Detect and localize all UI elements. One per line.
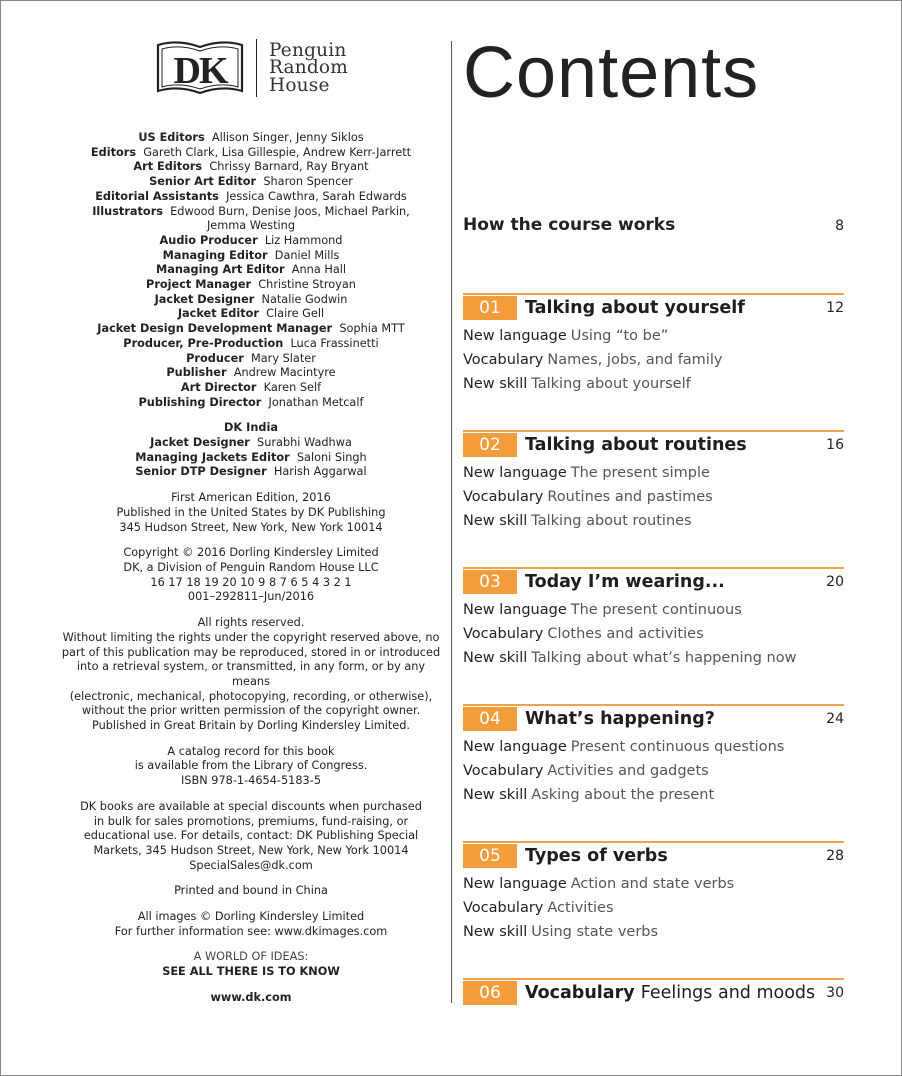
copyright-block — [59, 800, 443, 874]
credit-role: Illustrators — [92, 204, 163, 218]
topic-label: New language — [463, 876, 567, 892]
credit-role: Producer, Pre-Production — [123, 336, 284, 350]
credit-row — [59, 307, 443, 322]
topic-value: Talking about yourself — [531, 376, 691, 392]
unit-header — [463, 841, 844, 869]
copyright-line: Published in the United States by DK Publishing — [116, 505, 386, 519]
credit-row — [59, 293, 443, 308]
credit-role: Publishing Director — [138, 395, 262, 409]
credit-row — [59, 436, 443, 451]
unit-topic-row — [463, 783, 844, 807]
credit-row — [59, 381, 443, 396]
tagline-line2: SEE ALL THERE IS TO KNOW — [162, 965, 340, 979]
credit-name: Gareth Clark, Lisa Gillespie, Andrew Kerr-Jarrett — [143, 145, 412, 159]
copyright-block — [59, 546, 443, 605]
unit-title-rest: Feelings and moods — [640, 983, 816, 1003]
credit-row — [59, 249, 443, 264]
unit-topic-row — [463, 598, 844, 622]
topic-value: Present continuous questions — [570, 739, 785, 755]
unit-title-main: What’s happening? — [525, 709, 715, 729]
credit-name: Mary Slater — [251, 351, 316, 365]
unit-title — [525, 709, 715, 729]
copyright-line: For further information see: www.dkimages.com — [114, 924, 388, 938]
website-link[interactable]: www.dk.com — [210, 990, 292, 1004]
topic-label: New language — [463, 328, 567, 344]
credit-row — [59, 175, 443, 190]
topic-value: Talking about routines — [531, 513, 692, 529]
unit-title-main: Types of verbs — [525, 846, 668, 866]
unit-header — [463, 978, 844, 1006]
credit-row — [59, 278, 443, 293]
tagline-line1: A WORLD OF IDEAS: — [193, 950, 309, 964]
copyright-block — [59, 884, 443, 899]
topic-label: New language — [463, 602, 567, 618]
copyright-line: 001–292811–Jun/2016 — [187, 590, 315, 604]
topic-label: New skill — [463, 924, 528, 940]
copyright-line: Published in Great Britain by Dorling Kindersley Limited. — [91, 719, 411, 733]
unit-entry[interactable] — [463, 567, 844, 670]
topic-label: Vocabulary — [463, 626, 544, 642]
credit-row — [59, 160, 443, 175]
credit-name: Karen Self — [263, 380, 322, 394]
credit-role: Jacket Designer — [154, 292, 255, 306]
credit-row — [59, 146, 443, 161]
topic-label: Vocabulary — [463, 763, 544, 779]
topic-label: Vocabulary — [463, 900, 544, 916]
topic-label: New language — [463, 465, 567, 481]
tagline — [59, 950, 443, 979]
topic-label: New skill — [463, 376, 528, 392]
copyright-blocks — [59, 480, 443, 939]
unit-entry[interactable] — [463, 430, 844, 533]
unit-topic-row — [463, 372, 844, 396]
page-title: Contents — [463, 33, 760, 113]
credit-name: Surabhi Wadhwa — [257, 436, 352, 450]
copyright-line: All rights reserved. — [197, 616, 305, 630]
credit-row — [59, 322, 443, 337]
credit-role: Managing Art Editor — [155, 263, 285, 277]
credit-role: Project Manager — [146, 278, 252, 292]
credit-name: Harish Aggarwal — [273, 465, 367, 479]
copyright-block — [59, 491, 443, 535]
credit-row — [59, 337, 443, 352]
unit-number-badge: 04 — [463, 707, 517, 731]
copyright-block — [59, 745, 443, 789]
unit-topic-row — [463, 622, 844, 646]
unit-title — [525, 572, 725, 592]
copyright-line: into a retrieval system, or transmitted, in any form, or by any means — [76, 660, 426, 688]
imprint-name: Penguin Random House — [268, 39, 349, 96]
credit-name: Jessica Cawthra, Sarah Edwards — [226, 189, 407, 203]
topic-value: The present simple — [570, 465, 710, 481]
copyright-line: (electronic, mechanical, photocopying, recording, or otherwise), — [69, 689, 433, 703]
copyright-line: Printed and bound in China — [174, 884, 328, 898]
topic-label: Vocabulary — [463, 489, 544, 505]
topic-value: Action and state verbs — [570, 876, 735, 892]
logo-separator — [256, 39, 257, 97]
credit-name: Saloni Singh — [296, 450, 367, 464]
unit-entry[interactable] — [463, 704, 844, 807]
page-number: 20 — [826, 574, 844, 590]
column-divider — [451, 41, 452, 1003]
copyright-line: A catalog record for this book — [167, 744, 335, 758]
copyright-line: in bulk for sales promotions, premiums, fund-raising, or — [93, 814, 409, 828]
credit-row — [59, 131, 443, 146]
page-number: 12 — [826, 300, 844, 316]
logo-text: DK — [173, 50, 227, 92]
copyright-line: is available from the Library of Congress. — [134, 759, 368, 773]
course-label: How the course works — [463, 215, 676, 235]
credit-role: US Editors — [138, 131, 205, 144]
copyright-line: SpecialSales@dk.com — [189, 858, 313, 872]
credit-role: Audio Producer — [159, 233, 258, 247]
page-number: 24 — [826, 711, 844, 727]
topic-value: Names, jobs, and family — [547, 352, 723, 368]
unit-number-badge: 05 — [463, 844, 517, 868]
dk-book-logo-icon — [154, 39, 246, 97]
credit-role: Publisher — [166, 366, 227, 380]
topic-value: Asking about the present — [531, 787, 715, 803]
credit-name: Sharon Spencer — [263, 175, 353, 189]
unit-topic-row — [463, 646, 844, 670]
credit-row — [59, 190, 443, 205]
unit-topic-row — [463, 461, 844, 485]
credit-name: Claire Gell — [266, 307, 325, 321]
unit-topic-row — [463, 485, 844, 509]
publisher-logo — [59, 39, 443, 97]
topic-label: New skill — [463, 513, 528, 529]
topic-value: Activities and gadgets — [547, 763, 709, 779]
copyright-page — [59, 39, 443, 1006]
copyright-line: part of this publication may be reproduced, stored in or introduced — [61, 645, 441, 659]
page-number: 30 — [826, 985, 844, 1001]
topic-label: Vocabulary — [463, 352, 544, 368]
unit-topic-row — [463, 920, 844, 944]
credit-role: Managing Editor — [162, 248, 268, 262]
credit-name: Liz Hammond — [264, 233, 343, 247]
copyright-line: DK, a Division of Penguin Random House LLC — [123, 560, 379, 574]
credit-row — [59, 396, 443, 411]
credit-row — [59, 352, 443, 367]
topic-label: New language — [463, 739, 567, 755]
credit-role: Jacket Designer — [150, 436, 250, 450]
credit-row — [59, 234, 443, 249]
credit-role: Producer — [186, 351, 244, 365]
credit-role: Editors — [90, 145, 137, 159]
copyright-line: 16 17 18 19 20 10 9 8 7 6 5 4 3 2 1 — [150, 575, 352, 589]
credit-role: Jacket Editor — [177, 307, 259, 321]
credit-row — [59, 366, 443, 381]
credit-name: Allison Singer, Jenny Siklos — [211, 131, 364, 144]
page-number: 28 — [826, 848, 844, 864]
credit-name: Christine Stroyan — [258, 278, 356, 292]
copyright-block — [59, 910, 443, 939]
credit-role: Art Director — [180, 380, 257, 394]
page-number: 8 — [835, 218, 844, 234]
credit-row — [59, 465, 443, 480]
unit-title-main: Vocabulary — [525, 983, 635, 1003]
unit-number-badge: 03 — [463, 570, 517, 594]
credit-row — [59, 263, 443, 278]
topic-value: Using “to be” — [570, 328, 669, 344]
credit-role: Art Editors — [133, 160, 203, 174]
india-credits-list — [59, 436, 443, 480]
copyright-line: DK books are available at special discounts when purchased — [80, 799, 422, 813]
credit-name: Andrew Macintyre — [233, 366, 336, 380]
contents-page — [463, 31, 844, 1003]
copyright-line: without the prior written permission of the copyright owner. — [81, 704, 421, 718]
unit-topic-row — [463, 896, 844, 920]
unit-entry[interactable] — [463, 841, 844, 944]
unit-entry[interactable] — [463, 978, 844, 1009]
unit-title-main: Talking about yourself — [525, 298, 745, 318]
unit-entry[interactable] — [463, 293, 844, 396]
credit-name: Luca Frassinetti — [290, 336, 379, 350]
credit-name: Jonathan Metcalf — [268, 395, 364, 409]
topic-value: Activities — [547, 900, 614, 916]
credit-name: Daniel Mills — [274, 248, 340, 262]
unit-title — [525, 846, 668, 866]
copyright-line: All images © Dorling Kindersley Limited — [137, 910, 365, 924]
unit-topic-row — [463, 509, 844, 533]
copyright-line: Without limiting the rights under the copyright reserved above, no — [62, 630, 440, 644]
unit-topic-row — [463, 872, 844, 896]
topic-value: Routines and pastimes — [547, 489, 713, 505]
credit-name: Sophia MTT — [339, 322, 405, 336]
unit-title-main: Talking about routines — [525, 435, 747, 455]
credit-row — [59, 451, 443, 466]
topic-value: Talking about what’s happening now — [531, 650, 797, 666]
unit-topic-row — [463, 324, 844, 348]
credit-name: Anna Hall — [291, 263, 347, 277]
topic-label: New skill — [463, 787, 528, 803]
credit-role: Editorial Assistants — [95, 189, 219, 203]
copyright-line: ISBN 978-1-4654-5183-5 — [180, 774, 322, 788]
topic-value: The present continuous — [570, 602, 742, 618]
unit-header — [463, 704, 844, 732]
copyright-line: 345 Hudson Street, New York, New York 10014 — [119, 520, 383, 534]
topic-value: Using state verbs — [531, 924, 659, 940]
credit-name: Edwood Burn, Denise Joos, Michael Parkin, — [170, 204, 410, 218]
copyright-block — [59, 616, 443, 734]
unit-title-main: Today I’m wearing... — [525, 572, 725, 592]
credit-role: Senior Art Editor — [149, 175, 257, 189]
unit-number-badge: 02 — [463, 433, 517, 457]
topic-value: Clothes and activities — [547, 626, 704, 642]
unit-topic-row — [463, 759, 844, 783]
unit-topic-row — [463, 348, 844, 372]
india-heading: DK India — [224, 421, 278, 435]
copyright-line: Markets, 345 Hudson Street, New York, New York 10014 — [93, 843, 409, 857]
unit-header — [463, 430, 844, 458]
unit-header — [463, 567, 844, 595]
copyright-line: Copyright © 2016 Dorling Kindersley Limited — [123, 546, 379, 560]
copyright-line: First American Edition, 2016 — [171, 491, 331, 505]
unit-topic-row — [463, 735, 844, 759]
course-entry[interactable] — [463, 215, 844, 235]
credit-role: Managing Jackets Editor — [135, 450, 290, 464]
credit-name: Chrissy Barnard, Ray Bryant — [209, 160, 369, 174]
unit-title — [525, 983, 815, 1003]
unit-number-badge: 06 — [463, 981, 517, 1005]
credit-role: Jacket Design Development Manager — [97, 322, 333, 336]
unit-number-badge: 01 — [463, 296, 517, 320]
credit-name: Jemma Westing — [206, 219, 296, 233]
credit-role: Senior DTP Designer — [135, 465, 267, 479]
unit-header — [463, 293, 844, 321]
unit-title — [525, 435, 747, 455]
credit-name: Natalie Godwin — [261, 292, 348, 306]
topic-label: New skill — [463, 650, 528, 666]
credits-list — [59, 131, 443, 410]
page-number: 16 — [826, 437, 844, 453]
copyright-line: educational use. For details, contact: DK Publishing Special — [83, 829, 419, 843]
unit-title — [525, 298, 745, 318]
credit-row — [59, 219, 443, 234]
credit-row — [59, 205, 443, 220]
